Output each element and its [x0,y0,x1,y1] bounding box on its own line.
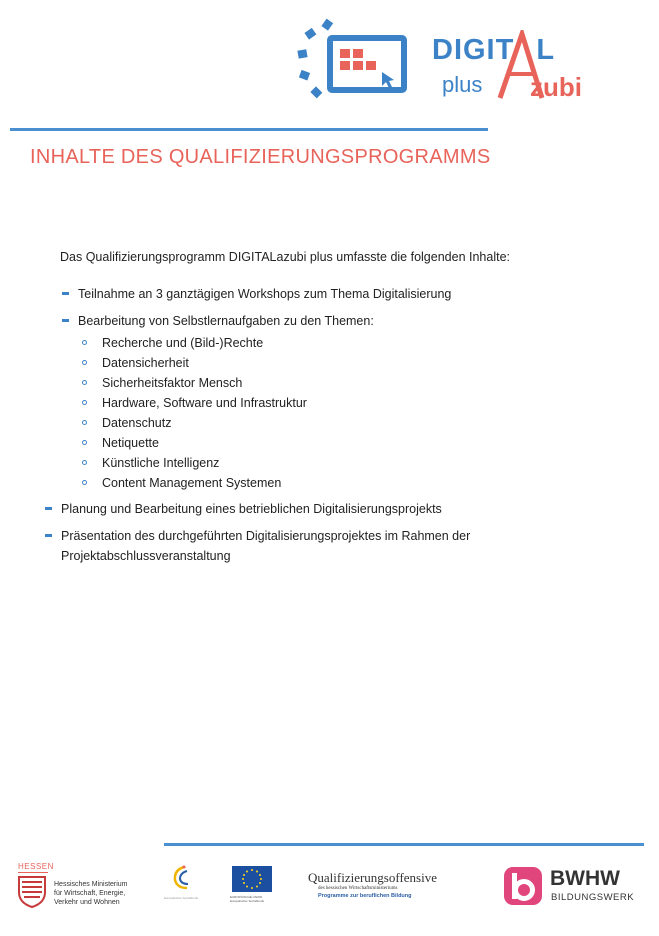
circle-bullet-icon [82,400,87,405]
circle-bullet-icon [82,420,87,425]
hessen-label: HESSEN [18,862,54,871]
esf-caption: Europäischer Sozialfonds [164,896,199,900]
hessen-underline [18,872,48,873]
eu-caption: EUROPÄISCHE UNION Europäischer Sozialfonds [230,895,265,903]
logo-word-digital: DIGIT L [432,34,556,66]
sublist-item: Künstliche Intelligenz [82,455,219,471]
hessen-crest-icon [16,874,48,908]
footer-divider [164,843,644,846]
sublist-item: Datensicherheit [82,355,189,371]
circle-bullet-icon [82,380,87,385]
circle-bullet-icon [82,360,87,365]
sublist-item: Recherche und (Bild-)Rechte [82,335,263,351]
list-item-project: Planung und Bearbeitung eines betrieblichen Digitalisierungsprojekts [45,501,442,517]
qualifizierungsoffensive-subtitle-2: Programme zur beruflichen Bildung [318,893,412,899]
circle-bullet-icon [82,460,87,465]
list-item-presentation: Präsentation des durchgeführten Digitalisierungsprojektes im Rahmen der [45,528,470,544]
esf-logo-icon [170,864,194,892]
ministry-name: Hessisches Ministerium für Wirtschaft, Energie, Verkehr und Wohnen [54,881,128,906]
sublist-item: Netiquette [82,435,159,451]
sublist-item: Sicherheitsfaktor Mensch [82,375,242,391]
digital-azubi-logo [432,34,612,104]
list-item-presentation-continued: Projektabschlussveranstaltung [61,549,231,563]
list-item-workshops: Teilnahme an 3 ganztägigen Workshops zum Thema Digitalisierung [62,286,451,302]
logo-word-azubi: zubi [530,72,582,102]
dash-bullet-icon [45,507,52,510]
circle-bullet-icon [82,480,87,485]
circle-bullet-icon [82,440,87,445]
dash-bullet-icon [45,534,52,537]
circle-bullet-icon [82,340,87,345]
qualifizierungsoffensive-logo: Qualifizierungsoffensive [308,870,437,885]
sublist-item: Datenschutz [82,415,171,431]
sublist-item: Hardware, Software und Infrastruktur [82,395,307,411]
dash-bullet-icon [62,292,69,295]
bwhw-logo-icon [503,866,543,906]
intro-text: Das Qualifizierungsprogramm DIGITALazubi plus umfasste die folgenden Inhalte: [60,250,510,264]
bwhw-name: BWHW [550,867,620,890]
list-item-self-learning: Bearbeitung von Selbstlernaufgaben zu den Themen: [62,313,374,329]
eu-stars-icon [232,866,272,892]
logo-word-plus: plus [442,72,483,97]
page-title: INHALTE DES QUALIFIZIERUNGSPROGRAMMS [30,146,491,168]
digital-azubi-monitor-icon [296,16,416,106]
qualifizierungsoffensive-subtitle: des hessischen Wirtschaftsministeriums [318,886,398,891]
dash-bullet-icon [62,319,69,322]
header-divider [10,128,488,131]
sublist-item: Content Management Systemen [82,475,281,491]
eu-flag-icon [232,866,272,892]
bwhw-subtitle: BILDUNGSWERK [551,892,635,903]
